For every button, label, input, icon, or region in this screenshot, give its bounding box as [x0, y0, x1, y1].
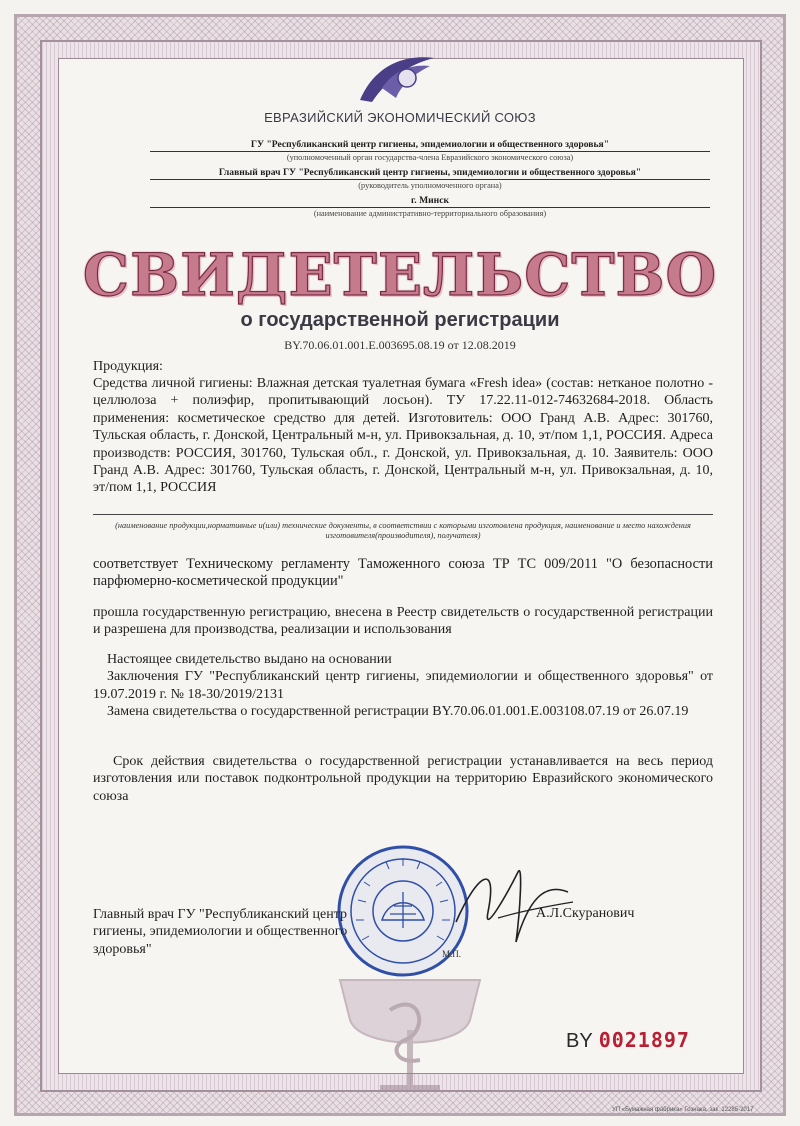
eaeu-logo-icon [352, 48, 442, 108]
basis-conclusion: Заключения ГУ "Республиканский центр гигиены, эпидемиологии и общественного здоровья" от 19.07.2019 г. № 18-30/2019/2131 [93, 669, 713, 702]
registration-statement: прошла государственную регистрацию, внесена в Реестр свидетельств о государственной регистрации и разрешена для производства, реализации и использования [93, 605, 713, 638]
basis-intro: Настоящее свидетельство выдано на основании [107, 652, 392, 667]
authority-name: ГУ "Республиканский центр гигиены, эпидемиологии и общественного здоровья" [150, 139, 710, 152]
head-of-authority: Главный врач ГУ "Республиканский центр гигиены, эпидемиологии и общественного здоровья" [150, 167, 710, 180]
authority-note: (уполномоченный орган государства-члена Евразийского экономического союза) [286, 153, 574, 162]
basis-section [93, 651, 713, 721]
signer-position: Главный врач ГУ "Республиканский центр гигиены, эпидемиологии и общественного здоровья" [93, 907, 348, 957]
signer-name: А.Л.Скуранович [536, 906, 635, 921]
printer-note: УП «Бумажная фабрика» Гознака, зак. 12285-2017 [612, 1107, 754, 1113]
head-note: (руководитель уполномоченного органа) [358, 181, 502, 190]
registration-number: BY.70.06.01.001.E.003695.08.19 от 12.08.2019 [284, 338, 516, 352]
product-divider [93, 514, 713, 515]
stamp-place-label: М.П. [442, 949, 462, 959]
certificate-subtitle: о государственной регистрации [240, 309, 560, 331]
compliance-statement: соответствует Техническому регламенту Таможенного союза ТР ТС 009/2011 "О безопасности парфюмерно-косметической продукции" [93, 556, 713, 590]
certificate-title: СВИДЕТЕЛЬСТВО [82, 241, 718, 309]
product-description: Средства личной гигиены: Влажная детская туалетная бумага «Fresh idea» (состав: нетканое полотно - целлюлоза + полиэфир, пропитывающий лосьон). ТУ 17.22.11-012-74632684-2018. Область применения: косметическое средство для детей. Изготовитель: ООО Гранд А.В. Адрес: 301760, Тульская область, г. Донской, Центральный м-н, ул. Привокзальная, д. 10, эт/пом 1,1, РОССИЯ. Адреса производств: РОССИЯ, 301760, Тульская обл., г. Донской, ул. Привокзальная, д. 10. Заявитель: ООО Гранд А.В. Адрес: 301760, Тульская область, г. Донской, Центральный м-н, ул. Привокзальная, д. 10, эт/пом 1,1, РОССИЯ [93, 376, 713, 496]
union-heading: ЕВРАЗИЙСКИЙ ЭКОНОМИЧЕСКИЙ СОЮЗ [264, 110, 536, 125]
validity-statement: Срок действия свидетельства о государственной регистрации устанавливается на весь период изготовления или поставок подконтрольной продукции на территорию Евразийского экономического союза [93, 754, 713, 804]
product-note: (наименование продукции,нормативные и(или) технические документы, в соответствии с которыми изготовлена продукция, наименование и место нахождения изготовителя(производителя), получателя) [115, 521, 691, 540]
city: г. Минск [150, 195, 710, 208]
serial-number [566, 1028, 690, 1053]
city-note: (наименование административно-территориального образования) [313, 209, 547, 218]
signature-icon [448, 852, 578, 952]
serial-digits: 0021897 [598, 1028, 690, 1052]
basis-replacement: Замена свидетельства о государственной регистрации BY.70.06.01.001.E.003108.07.19 от 26.07.19 [107, 704, 689, 720]
serial-prefix: BY [566, 1030, 593, 1052]
product-label: Продукция: [93, 359, 163, 374]
